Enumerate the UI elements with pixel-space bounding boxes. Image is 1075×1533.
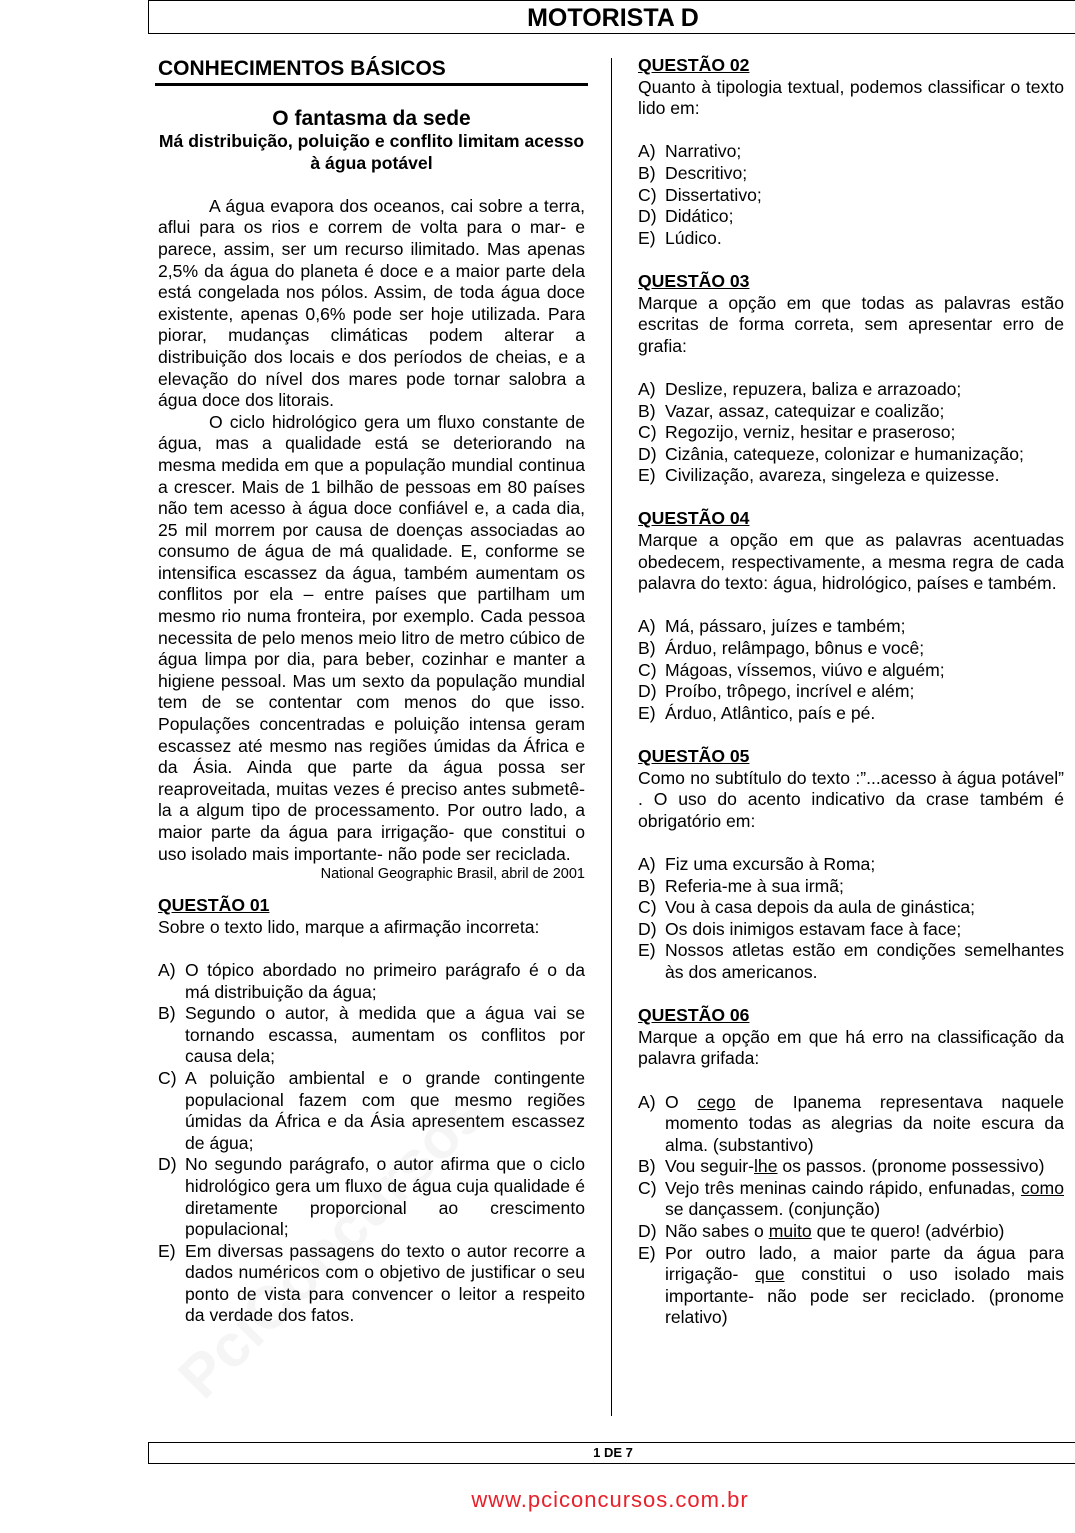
option-d <box>638 1221 1064 1243</box>
option-b <box>638 163 1064 185</box>
underlined-word: lhe <box>754 1156 778 1177</box>
article-paragraph: O ciclo hidrológico gera um fluxo constante de água, mas a qualidade está se deteriorando na mesma medida em que a população mundial continua a crescer. Mais de 1 bilhão de pessoas em 80 países não tem acesso à água doce confiável e, a cada dia, 25 mil morrem por causa de doenças associadas ao consumo de água de má qualidade. E, conforme se intensifica escassez da água, também aumentam os conflitos por ela – entre países que partilham um mesmo rio numa fronteira, por exemplo. Cada pessoa necessita de pelo menos meio litro de metro cúbico de água limpa por dia, para beber, cozinhar e manter a higiene pessoal. Mas um sexto da população mundial tem de se contentar com menos do que isso. Populações concentradas e poluição intensa geram escassez até mesmo nas regiões úmidas da África e da Ásia. Ainda que parte da água possa ser reaproveitada, muitas vezes é preciso antes submetê-la a algum tipo de processamento. Por outro lado, a maior parte da água para irrigação- que constitui o uso isolado mais importante- não pode ser reciclada. <box>158 411 585 864</box>
option-text: Em diversas passagens do texto o autor recorre a dados numéricos com o objetivo de justificar o seu ponto de vista para convencer o leitor a respeito da verdade dos fatos. <box>185 1240 585 1326</box>
option-text: Árduo, Atlântico, país e pé. <box>665 702 876 723</box>
option-letter: A) <box>638 1091 656 1112</box>
option-d <box>638 919 1064 941</box>
option-text-after: de Ipanema representava naquele momento todas as alegrias da noite escura da alma. (substantivo) <box>665 1091 1064 1155</box>
question-stem: Marque a opção em que todas as palavras estão escritas de forma correta, sem apresentar erro de grafia: <box>638 292 1064 356</box>
options-list <box>638 1092 1064 1330</box>
site-url[interactable]: www.pciconcursos.com.br <box>471 1487 749 1512</box>
option-text-before: O <box>665 1091 698 1112</box>
option-text-after: que te quero! (advérbio) <box>811 1221 1005 1242</box>
option-text: Narrativo; <box>665 141 742 162</box>
option-a <box>158 960 585 1003</box>
article-source: National Geographic Brasil, abril de 2001 <box>320 866 585 883</box>
option-letter: E) <box>638 465 656 486</box>
options-list <box>638 141 1064 249</box>
option-d <box>638 681 1064 703</box>
option-letter: A) <box>638 378 656 399</box>
option-text: O tópico abordado no primeiro parágrafo é o da má distribuição da água; <box>185 959 585 1002</box>
question-02 <box>638 55 1064 249</box>
option-letter: D) <box>638 443 657 464</box>
option-letter: E) <box>638 1242 656 1263</box>
question-stem: Marque a opção em que há erro na classificação da palavra grifada: <box>638 1026 1064 1069</box>
option-letter: D) <box>638 681 657 702</box>
option-c <box>638 1178 1064 1221</box>
option-text: Cizânia, catequeze, colonizar e humanização; <box>665 443 1024 464</box>
underlined-word: cego <box>697 1091 736 1112</box>
option-text-after: se dançassem. (conjunção) <box>665 1199 881 1220</box>
option-letter: E) <box>638 227 656 248</box>
option-letter: B) <box>638 875 656 896</box>
option-text-after: constitui o uso isolado mais importante- não pode ser reciclado. (pronome relativo) <box>665 1264 1064 1328</box>
option-b <box>158 1003 585 1068</box>
option-letter: B) <box>638 638 656 659</box>
question-01 <box>158 895 585 1327</box>
option-letter: E) <box>638 702 656 723</box>
question-03 <box>638 271 1064 487</box>
question-05 <box>638 746 1064 984</box>
options-list <box>638 854 1064 984</box>
option-text: Deslize, repuzera, baliza e arrazoado; <box>665 378 962 399</box>
option-text <box>665 1178 1064 1221</box>
option-letter: C) <box>638 422 657 443</box>
question-stem: Sobre o texto lido, marque a afirmação incorreta: <box>158 916 540 937</box>
question-title: QUESTÃO 03 <box>638 270 750 291</box>
option-text: Vou à casa depois da aula de ginástica; <box>665 897 976 918</box>
underlined-word: que <box>755 1264 785 1285</box>
question-title: QUESTÃO 04 <box>638 508 750 529</box>
option-text: No segundo parágrafo, o autor afirma que o ciclo hidrológico gera um fluxo de água cuja qualidade é diretamente proporcional ao crescimento populacional; <box>185 1154 585 1240</box>
option-b <box>638 638 1064 660</box>
options-list <box>638 616 1064 724</box>
option-letter: A) <box>638 616 656 637</box>
option-letter: C) <box>638 659 657 680</box>
option-d <box>638 206 1064 228</box>
option-c <box>158 1068 585 1154</box>
option-e <box>638 465 1064 487</box>
option-letter: C) <box>638 184 657 205</box>
option-text: Dissertativo; <box>665 184 762 205</box>
option-text: Má, pássaro, juízes e também; <box>665 616 906 637</box>
option-text-before: Vejo três meninas caindo rápido, enfunadas, <box>665 1177 1021 1198</box>
article-title: O fantasma da sede <box>272 107 471 130</box>
option-d <box>158 1154 585 1240</box>
option-text: Descritivo; <box>665 162 748 183</box>
article-paragraph: A água evapora dos oceanos, cai sobre a terra, aflui para os rios e correm de volta para o mar- e parece, assim, ser um recurso ilimitado. Mas apenas 2,5% da água do planeta é doce e a maior parte dela está congelada nos pólos. Assim, de toda água doce existente, apenas 0,6% pode ser hoje utilizada. Para piorar, mudanças climáticas podem alterar a distribuição dos locais e dos períodos de cheias, e a elevação do nível dos mares pode tornar salobra a água doce dos litorais. <box>158 195 585 411</box>
option-text <box>665 1243 1064 1329</box>
option-text: Nossos atletas estão em condições semelhantes às dos americanos. <box>665 940 1064 982</box>
left-column <box>158 55 585 1327</box>
option-text: Civilização, avareza, singeleza e quizesse. <box>665 465 1000 486</box>
question-04 <box>638 508 1064 724</box>
option-a <box>638 854 1064 876</box>
option-letter: D) <box>638 918 657 939</box>
option-text <box>665 1156 1064 1178</box>
option-e <box>638 703 1064 725</box>
option-text-after: os passos. (pronome possessivo) <box>777 1156 1045 1177</box>
option-a <box>638 379 1064 401</box>
option-a <box>638 1092 1064 1157</box>
option-letter: D) <box>638 206 657 227</box>
option-text: Didático; <box>665 206 734 227</box>
option-text: Referia-me à sua irmã; <box>665 875 844 896</box>
option-b <box>638 401 1064 423</box>
option-text: Fiz uma excursão à Roma; <box>665 853 876 874</box>
question-stem: Como no subtítulo do texto :”...acesso à água potável” . O uso do acento indicativo da crase também é obrigatório em: <box>638 767 1064 831</box>
option-letter: A) <box>638 141 656 162</box>
option-text: A poluição ambiental e o grande contingente populacional fazem com que mesmo regiões úmidas da África e da Ásia apresentem escassez de água; <box>185 1067 585 1153</box>
question-title: QUESTÃO 02 <box>638 55 750 75</box>
option-a <box>638 141 1064 163</box>
right-column <box>638 55 1064 1329</box>
option-text <box>665 1092 1064 1157</box>
option-text <box>665 1221 1064 1243</box>
option-text: Árduo, relâmpago, bônus e você; <box>665 638 925 659</box>
underlined-word: muito <box>768 1221 812 1242</box>
option-e <box>638 940 1064 983</box>
option-letter: C) <box>158 1067 177 1088</box>
option-text: Lúdico. <box>665 227 722 248</box>
option-text: Vazar, assaz, catequizar e coalizão; <box>665 400 945 421</box>
question-stem: Marque a opção em que as palavras acentuadas obedecem, respectivamente, a mesma regra de cada palavra do texto: água, hidrológico, países e também. <box>638 530 1064 594</box>
option-text-before: Por outro lado, a maior parte da água para irrigação- <box>665 1242 1064 1285</box>
option-letter: A) <box>158 959 176 980</box>
option-d <box>638 444 1064 466</box>
option-letter: B) <box>638 1156 656 1177</box>
option-letter: B) <box>638 162 656 183</box>
option-text: Proíbo, trôpego, incrível e além; <box>665 681 915 702</box>
column-divider <box>611 58 612 1416</box>
option-letter: C) <box>638 897 657 918</box>
option-b <box>638 876 1064 898</box>
options-list <box>158 960 585 1327</box>
option-letter: D) <box>638 1221 657 1242</box>
option-e <box>638 1243 1064 1329</box>
option-letter: E) <box>638 940 656 961</box>
option-c <box>638 185 1064 207</box>
article-subtitle: Má distribuição, poluição e conflito limitam acesso à água potável <box>158 131 585 173</box>
section-title: CONHECIMENTOS BÁSICOS <box>155 55 588 86</box>
option-e <box>638 228 1064 250</box>
question-title: QUESTÃO 06 <box>638 1005 750 1026</box>
page-number: 1 DE 7 <box>148 1442 1075 1464</box>
question-06 <box>638 1005 1064 1329</box>
page-header: MOTORISTA D <box>148 0 1075 34</box>
option-c <box>638 422 1064 444</box>
option-letter: C) <box>638 1177 657 1198</box>
option-letter: A) <box>638 853 656 874</box>
option-letter: B) <box>638 400 656 421</box>
options-list <box>638 379 1064 487</box>
option-text: Mágoas, víssemos, viúvo e alguém; <box>665 659 945 680</box>
option-text-before: Não sabes o <box>665 1221 769 1242</box>
option-letter: E) <box>158 1240 176 1261</box>
option-letter: B) <box>158 1003 176 1024</box>
option-c <box>638 897 1064 919</box>
option-text: Regozijo, verniz, hesitar e praseroso; <box>665 422 956 443</box>
option-text-before: Vou seguir- <box>665 1156 754 1177</box>
option-text: Os dois inimigos estavam face à face; <box>665 918 962 939</box>
option-text: Segundo o autor, à medida que a água vai se tornando escassa, aumentam os conflitos por causa dela; <box>185 1003 585 1067</box>
option-e <box>158 1241 585 1327</box>
option-b <box>638 1156 1064 1178</box>
option-letter: D) <box>158 1154 177 1175</box>
question-title: QUESTÃO 01 <box>158 895 270 916</box>
question-title: QUESTÃO 05 <box>638 746 750 766</box>
option-a <box>638 616 1064 638</box>
question-stem: Quanto à tipologia textual, podemos classificar o texto lido em: <box>638 76 1064 119</box>
underlined-word: como <box>1020 1177 1064 1198</box>
option-c <box>638 660 1064 682</box>
